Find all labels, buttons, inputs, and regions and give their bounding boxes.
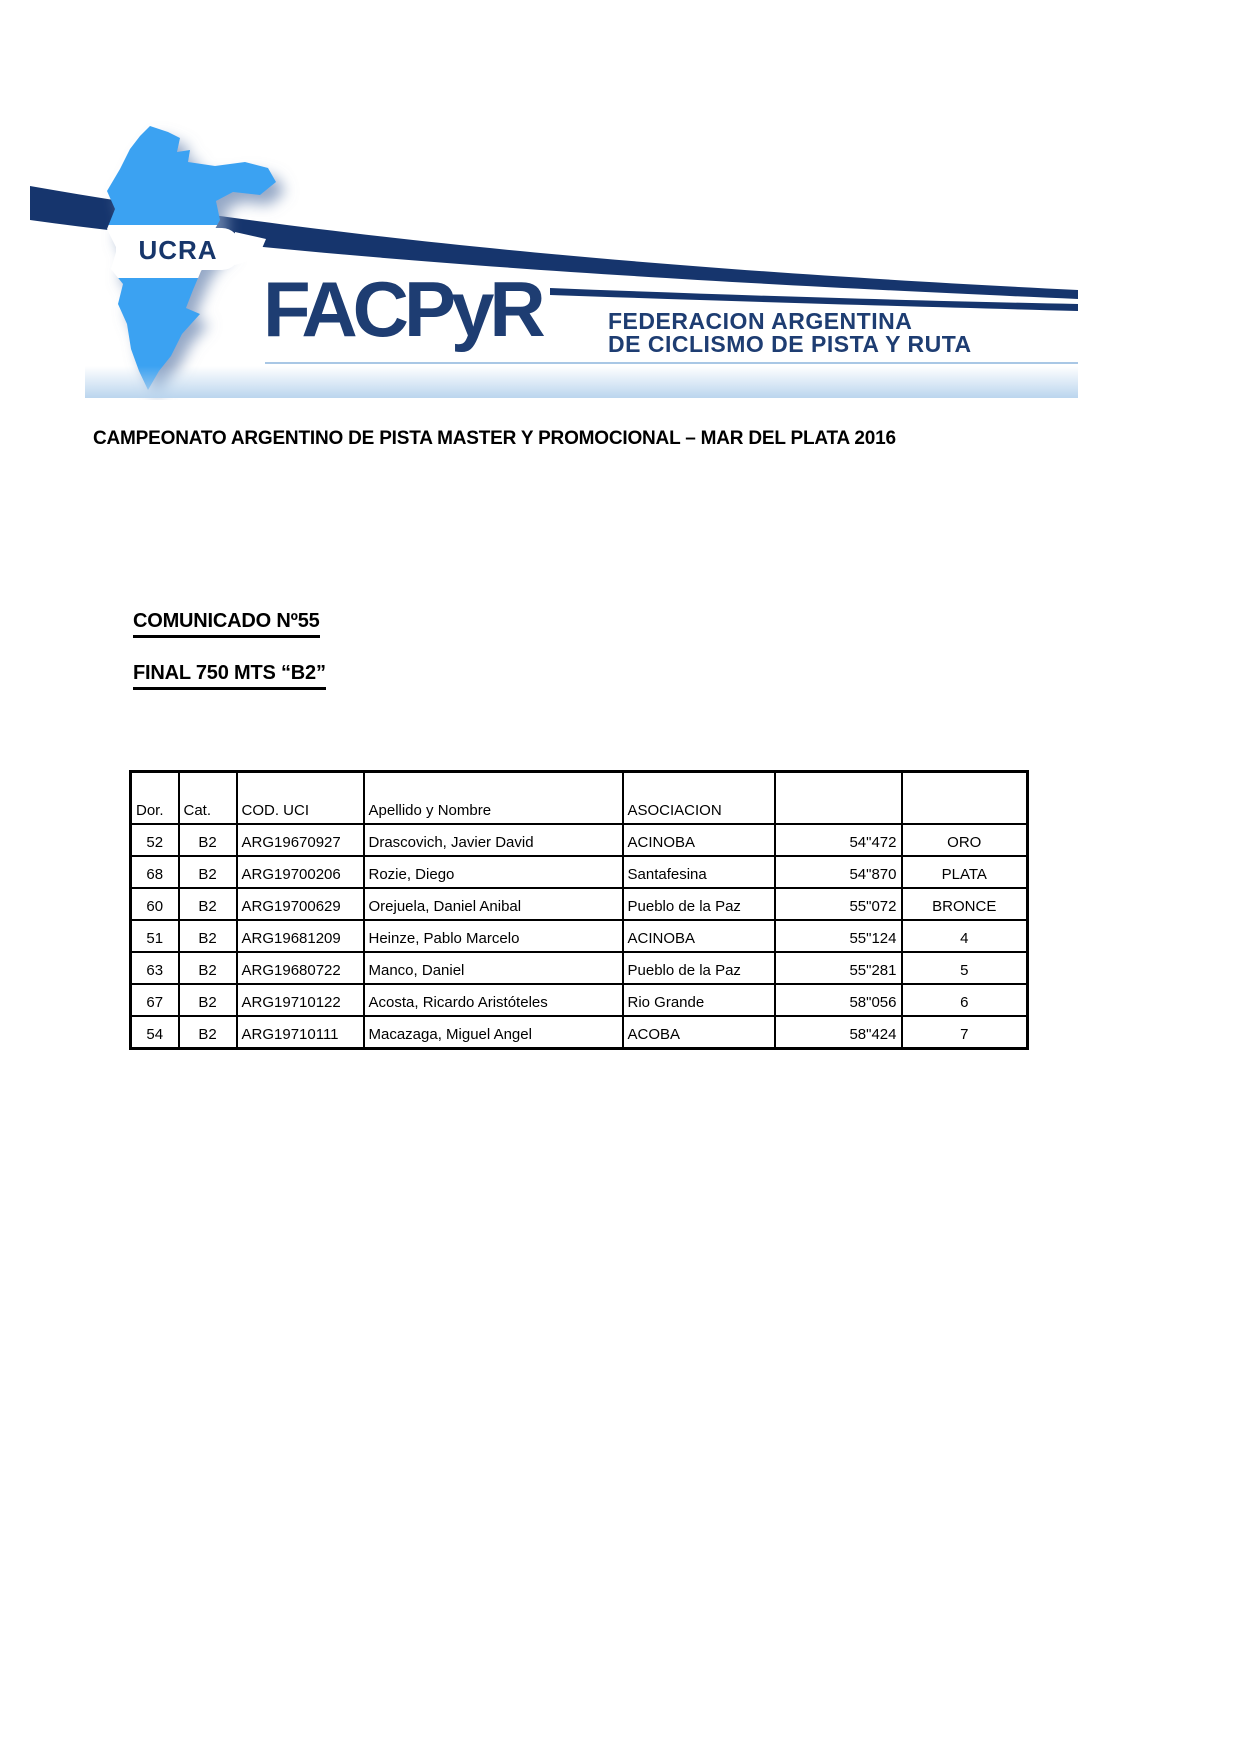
header-puesto	[902, 772, 1028, 825]
cell-cod-uci: ARG19710122	[237, 984, 364, 1016]
cell-dorsal: 60	[131, 888, 179, 920]
cell-asociacion: Pueblo de la Paz	[623, 888, 775, 920]
cell-puesto: 5	[902, 952, 1028, 984]
cell-dorsal: 51	[131, 920, 179, 952]
cell-nombre: Manco, Daniel	[364, 952, 623, 984]
cell-nombre: Macazaga, Miguel Angel	[364, 1016, 623, 1049]
cell-cod-uci: ARG19700629	[237, 888, 364, 920]
cell-categoria: B2	[179, 984, 237, 1016]
header-cod-uci: COD. UCI	[237, 772, 364, 825]
table-header-row	[131, 772, 1028, 825]
header-asociacion: ASOCIACION	[623, 772, 775, 825]
cell-cod-uci: ARG19700206	[237, 856, 364, 888]
header-categoria: Cat.	[179, 772, 237, 825]
cell-tiempo: 58"056	[775, 984, 902, 1016]
cell-nombre: Heinze, Pablo Marcelo	[364, 920, 623, 952]
cell-dorsal: 68	[131, 856, 179, 888]
cell-tiempo: 55"124	[775, 920, 902, 952]
cell-tiempo: 58"424	[775, 1016, 902, 1049]
cell-categoria: B2	[179, 824, 237, 856]
table-row	[131, 1016, 1028, 1049]
cell-nombre: Acosta, Ricardo Aristóteles	[364, 984, 623, 1016]
table-row	[131, 888, 1028, 920]
table-row	[131, 856, 1028, 888]
table-row	[131, 824, 1028, 856]
cell-tiempo: 55"072	[775, 888, 902, 920]
event-heading: FINAL 750 MTS “B2”	[133, 662, 326, 690]
ucra-label: UCRA	[138, 235, 218, 265]
cell-cod-uci: ARG19670927	[237, 824, 364, 856]
logo-gradient-band	[85, 366, 1078, 398]
cell-asociacion: ACINOBA	[623, 824, 775, 856]
cell-categoria: B2	[179, 920, 237, 952]
cell-cod-uci: ARG19680722	[237, 952, 364, 984]
brand-subtitle-line2: DE CICLISMO DE PISTA Y RUTA	[608, 331, 972, 357]
cell-nombre: Drascovich, Javier David	[364, 824, 623, 856]
brand-subtitle	[608, 310, 972, 356]
cell-categoria: B2	[179, 856, 237, 888]
results-table	[129, 770, 1029, 1050]
cell-asociacion: ACOBA	[623, 1016, 775, 1049]
brand-subtitle-line1: FEDERACION ARGENTINA	[608, 308, 913, 334]
cell-tiempo: 55"281	[775, 952, 902, 984]
cell-puesto: 7	[902, 1016, 1028, 1049]
cell-categoria: B2	[179, 888, 237, 920]
cell-asociacion: Santafesina	[623, 856, 775, 888]
cell-tiempo: 54"472	[775, 824, 902, 856]
table-row	[131, 984, 1028, 1016]
cell-puesto: PLATA	[902, 856, 1028, 888]
cell-cod-uci: ARG19710111	[237, 1016, 364, 1049]
cell-categoria: B2	[179, 1016, 237, 1049]
cell-nombre: Rozie, Diego	[364, 856, 623, 888]
cell-dorsal: 54	[131, 1016, 179, 1049]
brand-name: FACPyR	[263, 265, 541, 353]
cell-puesto: ORO	[902, 824, 1028, 856]
results-table-container	[129, 770, 1029, 1050]
cell-dorsal: 52	[131, 824, 179, 856]
header-nombre: Apellido y Nombre	[364, 772, 623, 825]
page-title: CAMPEONATO ARGENTINO DE PISTA MASTER Y PROMOCIONAL – MAR DEL PLATA 2016	[93, 428, 896, 449]
cell-puesto: BRONCE	[902, 888, 1028, 920]
comunicado-heading: COMUNICADO Nº55	[133, 610, 320, 638]
header-tiempo	[775, 772, 902, 825]
cell-cod-uci: ARG19681209	[237, 920, 364, 952]
cell-puesto: 6	[902, 984, 1028, 1016]
logo-divider-line	[265, 362, 1078, 364]
cell-puesto: 4	[902, 920, 1028, 952]
table-row	[131, 920, 1028, 952]
table-row	[131, 952, 1028, 984]
cell-nombre: Orejuela, Daniel Anibal	[364, 888, 623, 920]
facpyr-logo	[30, 108, 1078, 400]
cell-asociacion: ACINOBA	[623, 920, 775, 952]
cell-categoria: B2	[179, 952, 237, 984]
cell-dorsal: 63	[131, 952, 179, 984]
cell-asociacion: Rio Grande	[623, 984, 775, 1016]
ucra-badge	[116, 228, 266, 270]
cell-asociacion: Pueblo de la Paz	[623, 952, 775, 984]
header-dorsal: Dor.	[131, 772, 179, 825]
cell-dorsal: 67	[131, 984, 179, 1016]
cell-tiempo: 54"870	[775, 856, 902, 888]
